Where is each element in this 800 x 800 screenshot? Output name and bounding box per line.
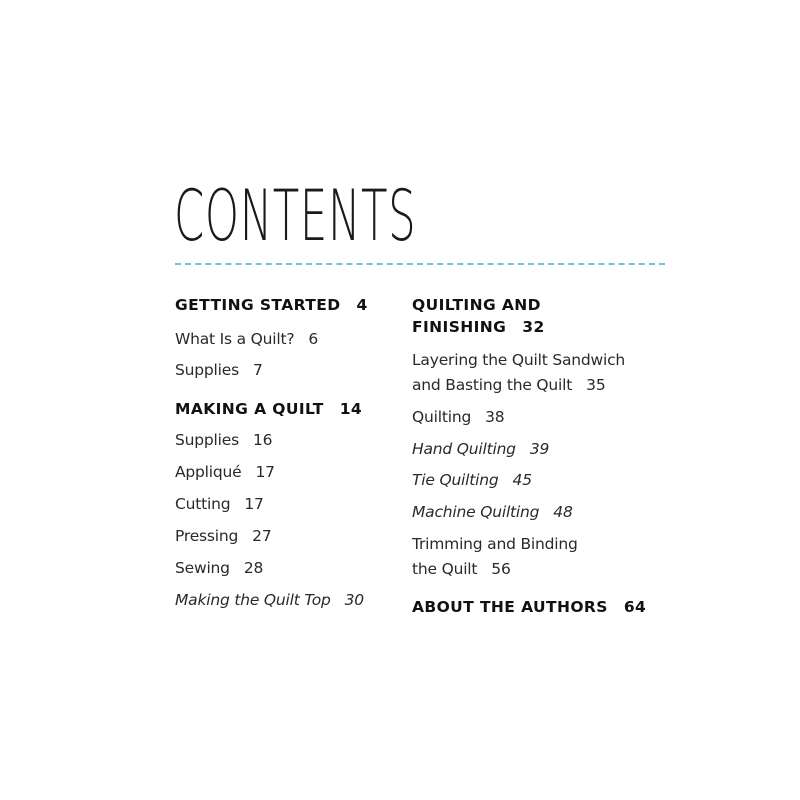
toc-entry-cutting[interactable] <box>175 492 264 516</box>
toc-page-number: 64 <box>623 598 647 616</box>
toc-page-number: 27 <box>252 527 272 545</box>
toc-entry-label: Making the Quilt Top <box>175 591 331 609</box>
toc-entry-supplies[interactable] <box>175 358 263 382</box>
toc-entry-pressing[interactable] <box>175 524 272 548</box>
toc-entry-tie-quilting[interactable] <box>412 468 532 492</box>
toc-page-number: 32 <box>522 318 545 336</box>
dashed-divider <box>175 263 665 265</box>
toc-entry-label-line1: Layering the Quilt Sandwich <box>412 351 626 369</box>
toc-entry-trimming-and-binding[interactable] <box>412 532 578 582</box>
toc-entry-label: Supplies <box>175 361 239 379</box>
toc-entry-hand-quilting[interactable] <box>412 437 549 461</box>
toc-entry-label-line2: and Basting the Quilt <box>412 376 573 394</box>
toc-entry-label: Hand Quilting <box>412 440 516 458</box>
toc-entry-machine-quilting[interactable] <box>412 500 573 524</box>
toc-page-number: 14 <box>339 400 363 418</box>
toc-entry-label: Quilting <box>412 408 472 426</box>
toc-entry-label: Machine Quilting <box>412 503 540 521</box>
toc-page-number: 6 <box>308 330 319 348</box>
toc-entry-label: Cutting <box>175 495 231 513</box>
toc-page-number: 17 <box>244 495 264 513</box>
toc-entry-what-is-a-quilt[interactable] <box>175 327 318 351</box>
toc-entry-label: Tie Quilting <box>412 471 499 489</box>
toc-section-quilting-and-finishing[interactable] <box>412 294 545 338</box>
toc-entry-applique[interactable] <box>175 460 275 484</box>
toc-page-number: 35 <box>586 376 606 394</box>
toc-page-number: 48 <box>553 503 573 521</box>
toc-page-number: 4 <box>356 296 368 314</box>
toc-section-label: GETTING STARTED <box>175 296 341 314</box>
toc-section-making-a-quilt[interactable] <box>175 398 362 420</box>
toc-page-number: 28 <box>243 559 264 577</box>
toc-entry-label: Pressing <box>175 527 239 545</box>
toc-entry-quilting[interactable] <box>412 405 504 429</box>
toc-page-number: 16 <box>252 431 273 449</box>
toc-entry-sewing[interactable] <box>175 556 263 580</box>
toc-page-number: 56 <box>491 560 511 578</box>
toc-section-about-the-authors[interactable] <box>412 596 646 618</box>
toc-page-number: 17 <box>255 463 275 481</box>
toc-page-number: 39 <box>529 440 550 458</box>
toc-page-number: 45 <box>512 471 532 489</box>
toc-section-getting-started[interactable] <box>175 294 368 316</box>
toc-entry-label: What Is a Quilt? <box>175 330 295 348</box>
page-title: CONTENTS <box>174 175 417 257</box>
toc-entry-supplies[interactable] <box>175 428 272 452</box>
toc-page-number: 7 <box>252 361 263 379</box>
toc-entry-label-line2: the Quilt <box>412 560 478 578</box>
toc-entry-layering[interactable] <box>412 348 625 398</box>
toc-section-label-line2: FINISHING <box>412 318 507 336</box>
toc-section-label-line1: QUILTING AND <box>412 296 541 314</box>
toc-entry-label: Sewing <box>175 559 230 577</box>
toc-section-label: MAKING A QUILT <box>175 400 324 418</box>
toc-entry-label: Supplies <box>175 431 239 449</box>
toc-entry-making-the-quilt-top[interactable] <box>175 588 364 612</box>
toc-section-label: ABOUT THE AUTHORS <box>412 598 608 616</box>
toc-entry-label-line1: Trimming and Binding <box>412 535 578 553</box>
toc-page-number: 38 <box>485 408 505 426</box>
toc-page-number: 30 <box>344 591 364 609</box>
toc-entry-label: Appliqué <box>175 463 242 481</box>
